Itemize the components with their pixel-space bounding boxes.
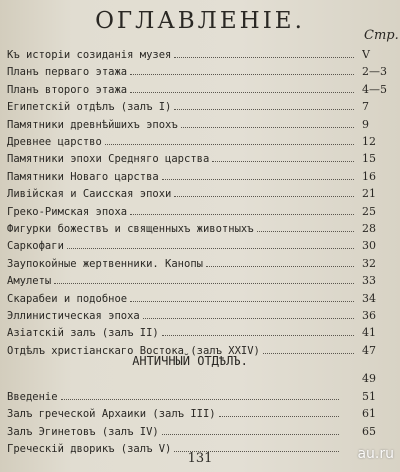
dot-leader xyxy=(130,63,354,75)
toc-entry-title: Древнее царство xyxy=(7,136,102,148)
toc-entry-page: 30 xyxy=(362,239,376,253)
dot-leader xyxy=(162,168,354,180)
toc-entry xyxy=(7,63,357,80)
dot-leader xyxy=(130,81,354,93)
toc-entry-title: Планъ второго этажа xyxy=(7,83,128,96)
watermark: au.ru xyxy=(357,446,394,462)
toc-entry-page: V xyxy=(362,48,370,61)
dot-leader xyxy=(263,342,354,354)
toc-entry-page: 16 xyxy=(362,169,376,183)
toc-entry xyxy=(7,255,357,272)
toc-entry-title: Ливiйская и Саисская эпохи xyxy=(7,188,172,201)
toc-entry-page: 65 xyxy=(362,424,376,438)
page-column-header: Стр. xyxy=(364,28,399,43)
toc-entry-title: Греко-Римская эпоха xyxy=(7,205,128,218)
toc-entry xyxy=(7,220,357,237)
dot-leader xyxy=(67,237,354,249)
toc-entry-page: 2—3 xyxy=(362,65,387,79)
toc-entry-title: Греческiй дворикъ (залъ V) xyxy=(7,443,172,456)
toc-entry xyxy=(7,423,342,440)
toc-entry-page: 32 xyxy=(362,256,376,270)
dot-leader xyxy=(206,255,354,267)
toc-entry-page: 7 xyxy=(362,100,369,114)
toc-entry xyxy=(7,388,342,405)
dot-leader xyxy=(105,133,354,145)
dot-leader xyxy=(257,220,354,232)
toc-entry-page: 12 xyxy=(362,135,376,148)
page-number: 131 xyxy=(187,451,213,466)
toc-entry-title: Памятники древнѣйшихъ эпохъ xyxy=(7,118,178,131)
toc-entry xyxy=(7,133,357,150)
toc-entry-title: Амулеты xyxy=(7,275,52,288)
toc-entry-title: Азiатскiй залъ (залъ II) xyxy=(7,327,159,340)
dot-leader xyxy=(212,150,354,162)
toc-entry xyxy=(7,81,357,98)
dot-leader xyxy=(162,423,339,435)
toc-entry-title: Заупокойные жертвенники. Канопы xyxy=(7,257,203,270)
toc-entry xyxy=(7,405,342,422)
toc-entry-page: 9 xyxy=(362,117,369,131)
dot-leader xyxy=(162,324,354,336)
toc-entry-page: 47 xyxy=(362,343,376,357)
toc-entry xyxy=(7,272,357,289)
toc-entry xyxy=(7,237,357,254)
toc-entry-page: 49 xyxy=(362,372,376,385)
dot-leader xyxy=(219,405,339,417)
page-title: ОГЛАВЛЕНIЕ. xyxy=(95,8,305,34)
toc-entry-page: 34 xyxy=(362,291,376,305)
toc-entry xyxy=(7,150,357,167)
toc-entry xyxy=(7,98,357,115)
dot-leader xyxy=(174,185,354,197)
toc-entry-title: Планъ перваго этажа xyxy=(7,66,128,79)
toc-entry xyxy=(7,116,357,133)
dot-leader xyxy=(130,290,354,302)
toc-entry-page: 15 xyxy=(362,152,376,166)
toc-entry-title: Скарабеи и подобное xyxy=(7,292,128,305)
dot-leader xyxy=(174,98,354,110)
toc-entry-page: 25 xyxy=(362,204,376,218)
toc-entry-title: Памятники эпохи Средняго царства xyxy=(7,153,210,166)
dot-leader xyxy=(143,307,354,319)
toc-entry-page: 4—5 xyxy=(362,82,387,96)
toc-entry xyxy=(7,307,357,324)
toc-entry-page: 41 xyxy=(362,326,376,340)
toc-entry xyxy=(7,290,357,307)
toc-entry-page: 21 xyxy=(362,187,376,201)
toc-entry-title: Эллинистическая эпоха xyxy=(7,310,140,322)
toc-entry xyxy=(7,46,357,63)
toc-entry xyxy=(7,324,357,341)
toc-entry-page: 61 xyxy=(362,407,376,421)
toc-entry-title: Залъ греческой Архаики (залъ III) xyxy=(7,408,216,421)
toc-entry-page: 28 xyxy=(362,222,376,235)
toc-entry-title: Залъ Эгинетовъ (залъ IV) xyxy=(7,425,159,438)
toc-entry-title: Фигурки божествъ и священныхъ животныхъ xyxy=(7,223,254,235)
toc-entry xyxy=(7,203,357,220)
toc-entry-page: 51 xyxy=(362,389,376,403)
toc-entry-title: Введенiе xyxy=(7,390,58,403)
toc-entry-title: Памятники Новаго царства xyxy=(7,170,159,183)
toc-entry-title: Египетскiй отдѣлъ (залъ I) xyxy=(7,101,172,114)
toc-entry xyxy=(7,370,342,387)
toc-entry-page: 33 xyxy=(362,274,376,288)
dot-leader xyxy=(61,388,339,400)
dot-leader xyxy=(130,203,354,215)
dot-leader xyxy=(174,46,354,58)
toc-entry xyxy=(7,168,357,185)
toc-entry-title: Отдѣлъ христiанскаго Востока (залъ XXIV) xyxy=(7,344,260,357)
section-title: АНТИЧНЫЙ ОТДѢЛЪ. xyxy=(132,354,248,368)
toc-entry-title: Саркофаги xyxy=(7,240,64,253)
toc-entry-title: Къ исторiи созиданiя музея xyxy=(7,49,172,61)
dot-leader xyxy=(54,272,354,284)
toc-entry-page: 36 xyxy=(362,309,376,322)
toc-entry xyxy=(7,185,357,202)
dot-leader xyxy=(181,116,354,128)
